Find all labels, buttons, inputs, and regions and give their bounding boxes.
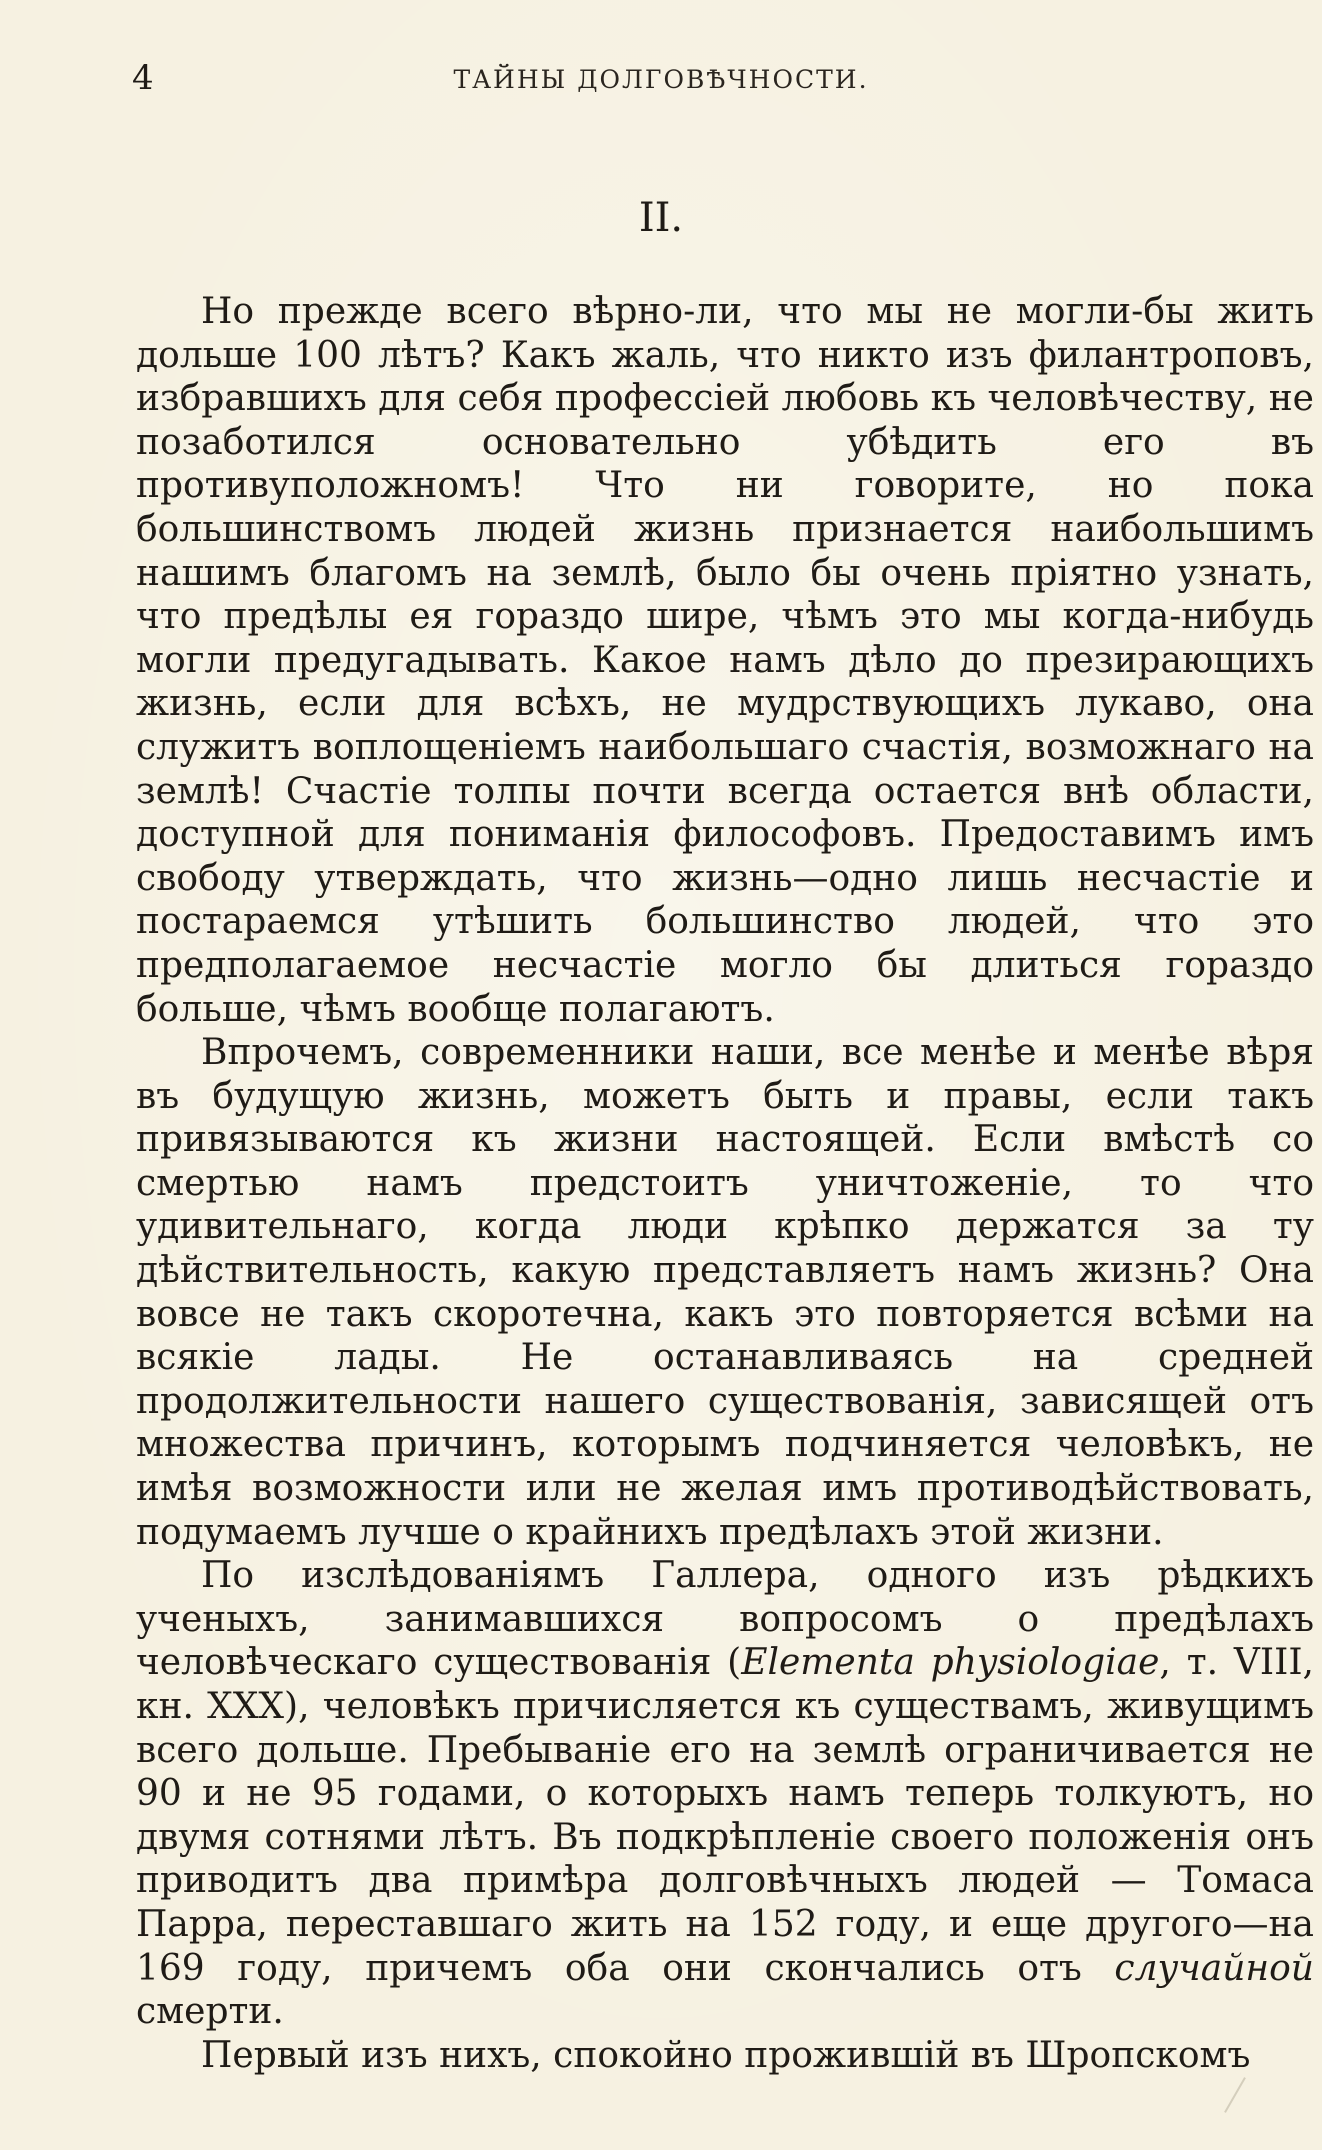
paragraph-3-part-1: По изслѣдованіямъ Галлера, одного изъ рѣдкихъ ученыхъ, занимавшихся вопросомъ о предѣлахъ человѣческаго существованія ( <box>136 1555 1314 1684</box>
paragraph-3-part-3: смерти. <box>136 1991 284 2033</box>
section-number: II. <box>638 195 684 241</box>
page-number: 4 <box>132 58 154 98</box>
paragraph-3-part-2: , т. VIII, кн. XXX), человѣкъ причисляется къ существамъ, живущимъ всего дольше. Пребываніе его на землѣ ограничивается не 90 и не 95 годами, о которыхъ намъ теперь толкуютъ, но двумя сотнями лѣтъ. Въ подкрѣпленіе своего положенія онъ приводитъ два примѣра долговѣчныхъ людей — Томаса Парра, переставшаго жить на 152 году, и еще другого—на 169 году, причемъ оба они скончались отъ <box>136 1642 1314 1989</box>
running-title: ТАЙНЫ ДОЛГОВѢЧНОСТИ. <box>453 65 869 94</box>
paragraph-1: Но прежде всего вѣрно-ли, что мы не могли-бы жить дольше 100 лѣтъ? Какъ жаль, что никто изъ филантроповъ, избравшихъ для себя профессіей любовь къ человѣчеству, не позаботился основательно убѣдить его въ противуположномъ! Что ни говорите, но пока большинствомъ людей жизнь признается наибольшимъ нашимъ благомъ на землѣ, было бы очень пріятно узнать, что предѣлы ея гораздо шире, чѣмъ это мы когда-нибудь могли предугадывать. Какое намъ дѣло до презирающихъ жизнь, если для всѣхъ, не мудрствующихъ лукаво, она служитъ воплощеніемъ наибольшаго счастія, возможнаго на землѣ! Счастіе толпы почти всегда остается внѣ области, доступной для пониманія философовъ. Предоставимъ имъ свободу утверждать, что жизнь—одно лишь несчастіе и постараемся утѣшить большинство людей, что это предполагаемое несчастіе могло бы длиться гораздо больше, чѣмъ вообще полагаютъ. <box>136 291 1314 1030</box>
page-header <box>0 58 1322 98</box>
paragraph-2: Впрочемъ, современники наши, все менѣе и менѣе вѣря въ будущую жизнь, можетъ быть и правы, если такъ привязываются къ жизни настоящей. Если вмѣстѣ со смертью намъ предстоитъ уничтоженіе, то что удивительнаго, когда люди крѣпко держатся за ту дѣйствительность, какую представляетъ намъ жизнь? Она вовсе не такъ скоротечна, какъ это повторяется всѣми на всякіе лады. Не останавливаясь на средней продолжительности нашего существованія, зависящей отъ множества причинъ, которымъ подчиняется человѣкъ, не имѣя возможности или не желая имъ противодѣйствовать, подумаемъ лучше о крайнихъ предѣлахъ этой жизни. <box>136 1032 1314 1553</box>
body-text <box>136 290 1314 2077</box>
paragraph-3 <box>136 1554 1314 2034</box>
paragraph-4: Первый изъ нихъ, спокойно прожившій въ Шропскомъ <box>201 2034 1251 2076</box>
paper-mark <box>1224 2077 1246 2113</box>
book-title-italic: Elementa physiologiae <box>741 1642 1160 1684</box>
emphasis-italic: случайной <box>1114 1947 1314 1989</box>
